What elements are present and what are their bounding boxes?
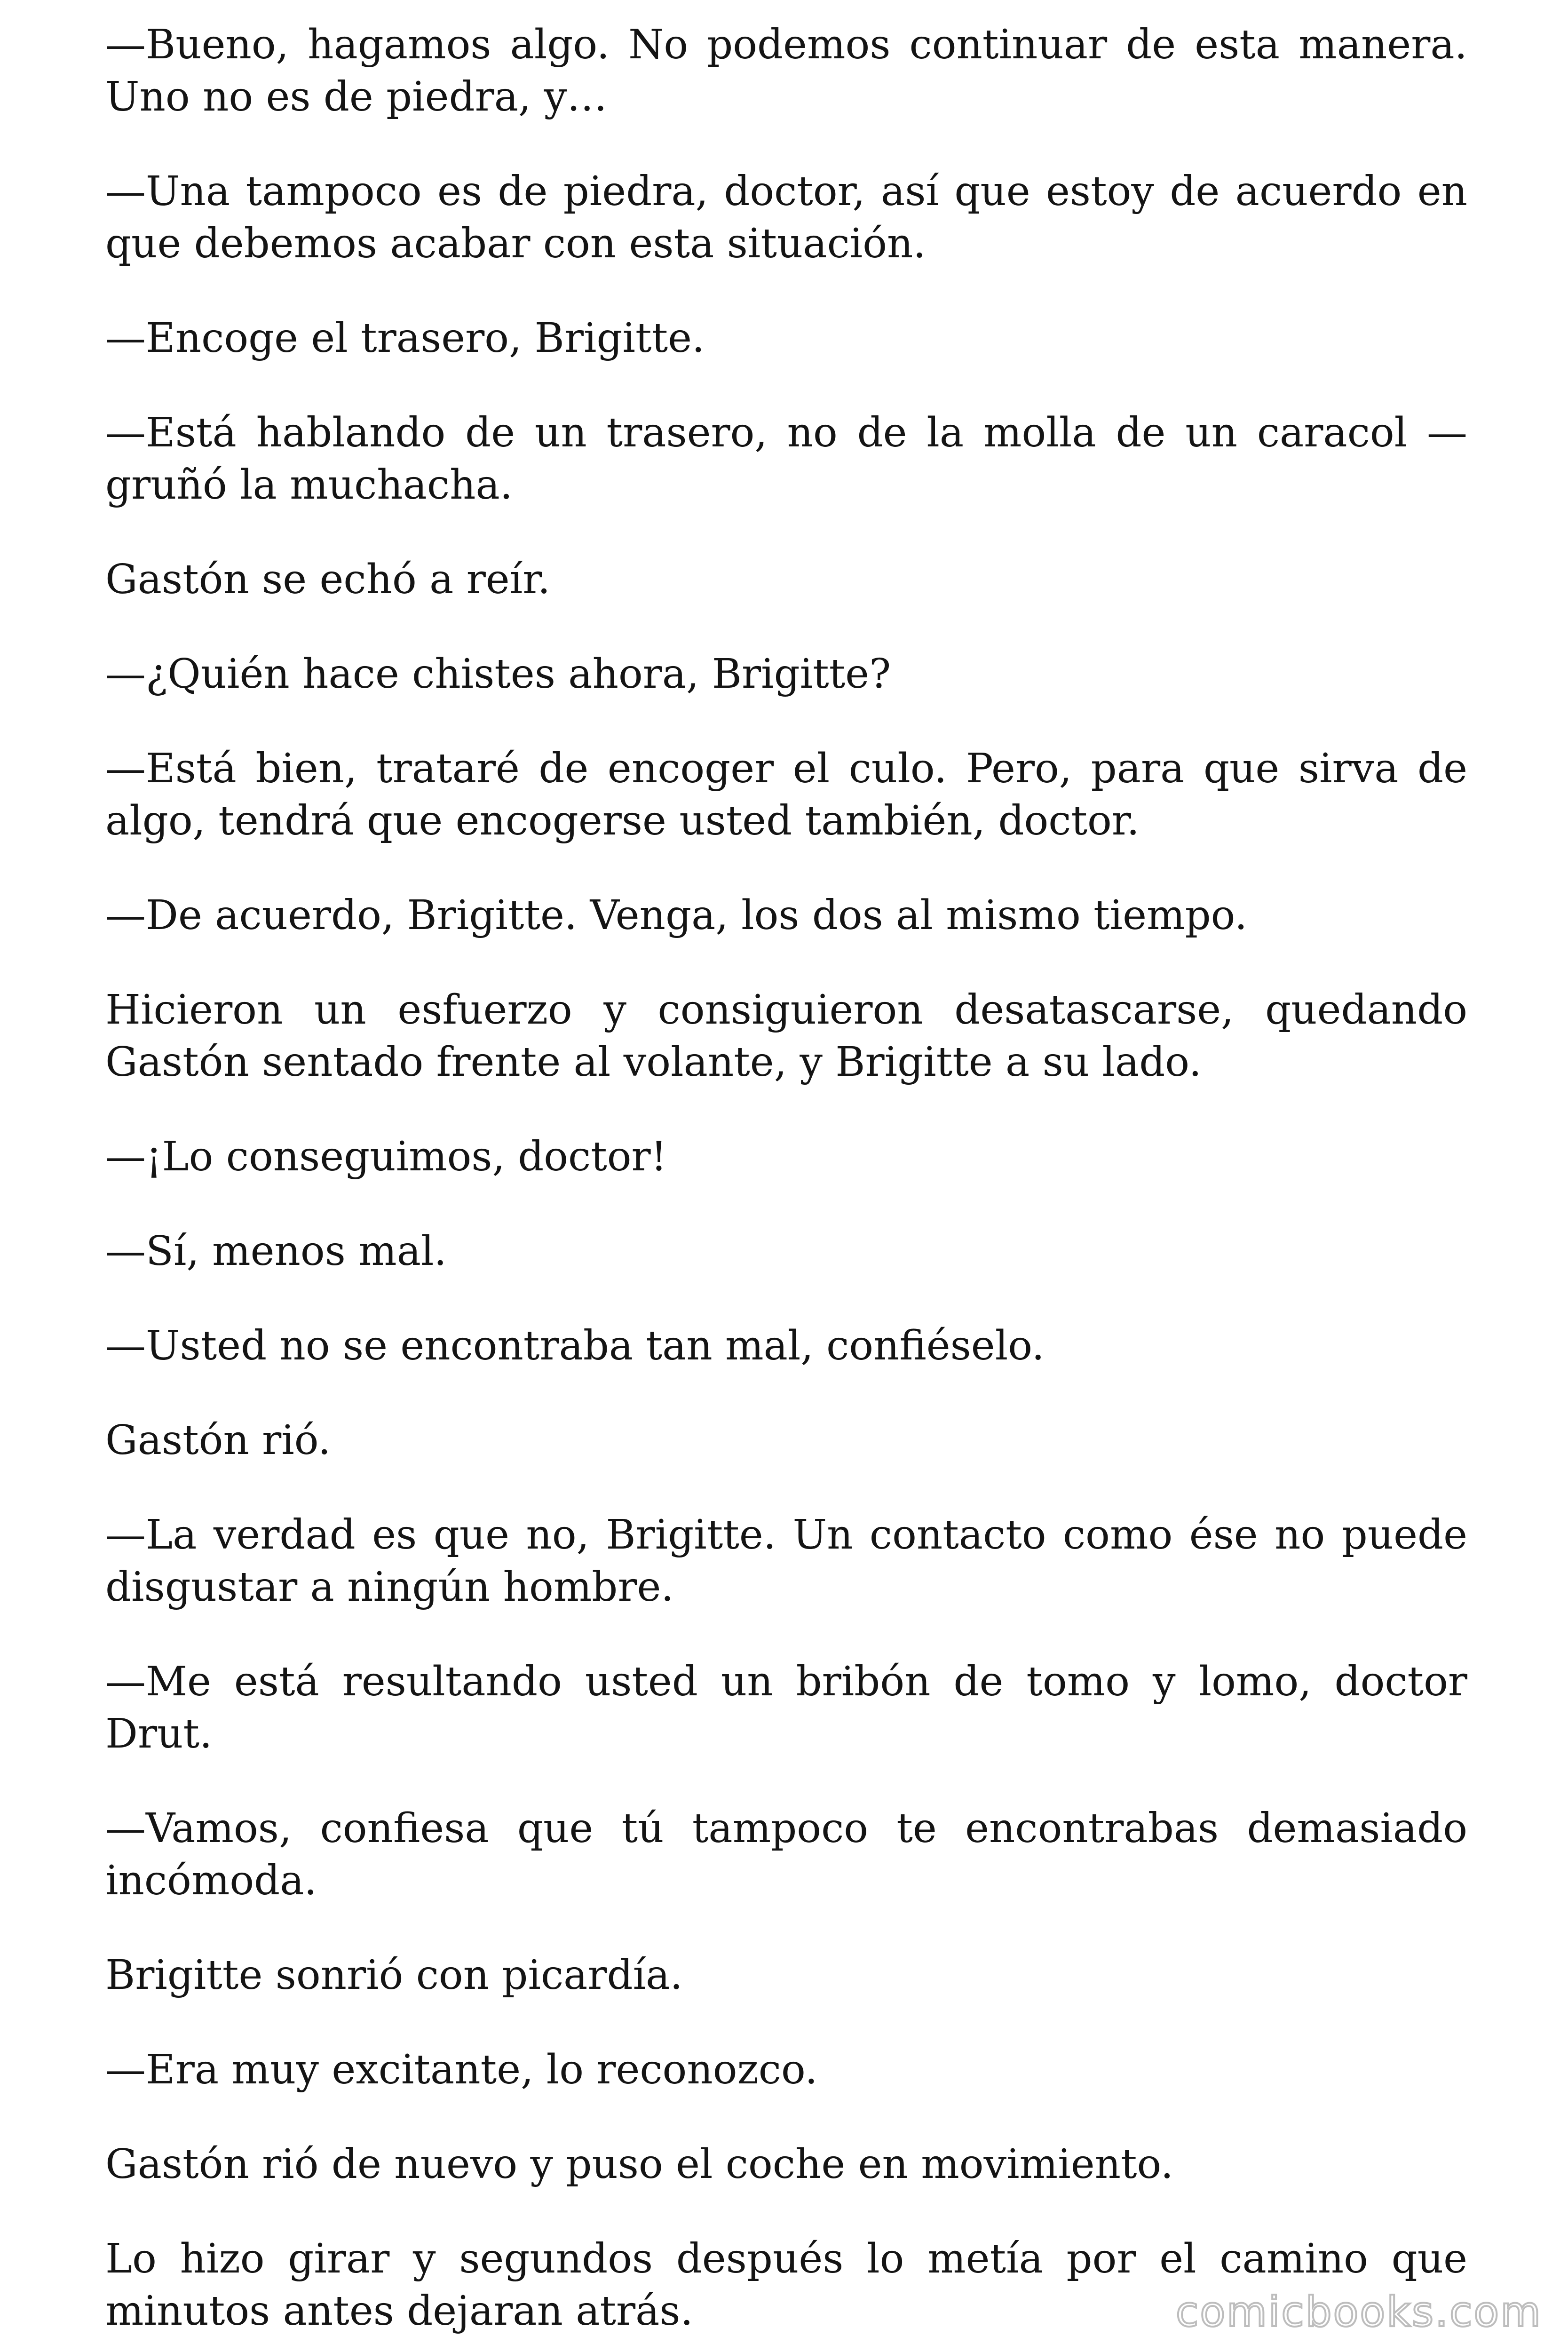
paragraph: —Era muy excitante, lo reconozco.: [105, 2046, 818, 2093]
paragraph: —De acuerdo, Brigitte. Venga, los dos al mismo tiempo.: [105, 892, 1248, 939]
paragraph: Gastón se echó a reír.: [105, 556, 551, 603]
paragraph: —Usted no se encontraba tan mal, confiéselo.: [105, 1322, 1045, 1369]
paragraph: —Está hablando de un trasero, no de la molla de un caracol —gruñó la muchacha.: [105, 409, 1467, 509]
paragraph: —Una tampoco es de piedra, doctor, así que estoy de acuerdo en que debemos acabar con esta situación.: [105, 168, 1467, 267]
paragraph: —La verdad es que no, Brigitte. Un contacto como ése no puede disgustar a ningún hombre.: [105, 1511, 1467, 1611]
paragraph: —Está bien, trataré de encoger el culo. Pero, para que sirva de algo, tendrá que encogerse usted también, doctor.: [105, 745, 1467, 844]
paragraph: —Sí, menos mal.: [105, 1228, 447, 1275]
watermark: comicbooks.com: [1175, 2288, 1542, 2336]
paragraph: Hicieron un esfuerzo y consiguieron desatascarse, quedando Gastón sentado frente al volante, y Brigitte a su lado.: [105, 986, 1467, 1086]
paragraph: —Encoge el trasero, Brigitte.: [105, 315, 705, 362]
paragraph: —¡Lo conseguimos, doctor!: [105, 1133, 667, 1180]
paragraph: —Bueno, hagamos algo. No podemos continuar de esta manera. Uno no es de piedra, y…: [105, 21, 1467, 120]
paragraph: —Me está resultando usted un bribón de tomo y lomo, doctor Drut.: [105, 1658, 1467, 1757]
paragraph: Gastón rió de nuevo y puso el coche en movimiento.: [105, 2141, 1174, 2188]
text-column: [105, 19, 1467, 2352]
paragraph: Lo hizo girar y segundos después lo metía por el camino que minutos antes dejaran atrás.: [105, 2235, 1467, 2335]
paragraph: Brigitte sonrió con picardía.: [105, 1952, 683, 1999]
paragraph: Gastón rió.: [105, 1417, 331, 1464]
paragraph: —¿Quién hace chistes ahora, Brigitte?: [105, 651, 891, 698]
paragraph: —Vamos, confiesa que tú tampoco te encontrabas demasiado incómoda.: [105, 1805, 1467, 1904]
